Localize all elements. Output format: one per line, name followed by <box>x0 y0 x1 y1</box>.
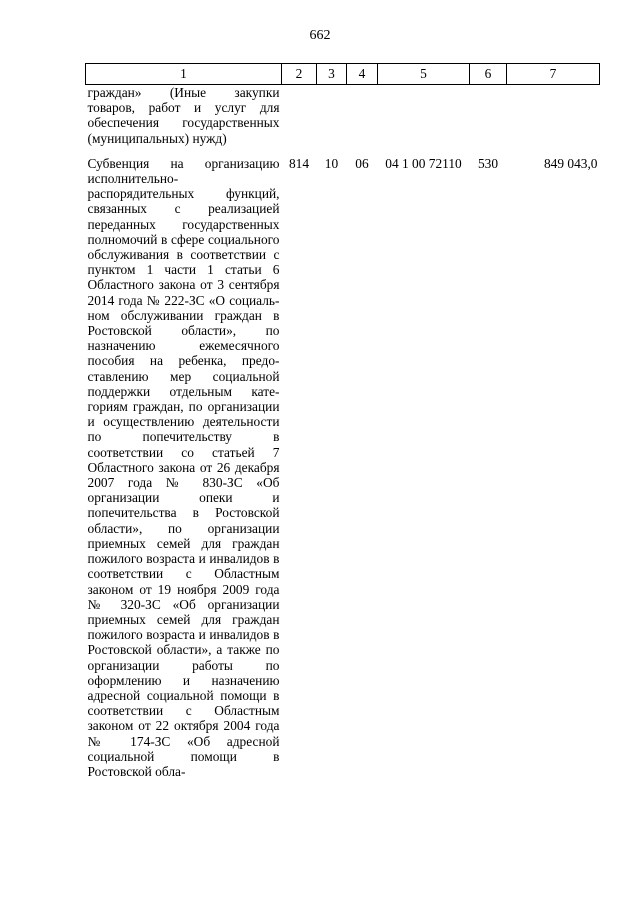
row-description: граждан» (Иные закупки товаров, работ и услуг для обеспечения государственных (муниципальных) нужд) <box>87 85 280 146</box>
budget-table <box>85 63 600 779</box>
row-admin-code: 814 <box>288 155 310 171</box>
table-row <box>86 156 600 779</box>
row-expense-type: 530 <box>477 155 499 171</box>
row-expense-type <box>470 85 507 146</box>
column-header-3: 3 <box>317 64 347 85</box>
row-admin-code <box>282 85 317 146</box>
row-section: 10 <box>324 155 339 171</box>
column-header-2: 2 <box>282 64 317 85</box>
table-header-row <box>86 64 600 85</box>
page-number: 662 <box>309 28 331 43</box>
row-subsection: 06 <box>355 155 369 171</box>
row-amount <box>507 85 600 146</box>
spacer-cell <box>86 146 600 156</box>
table-row <box>86 85 600 146</box>
row-amount: 849 043,0 <box>543 155 598 171</box>
row-target-article: 04 1 00 72110 <box>385 155 462 171</box>
column-header-1: 1 <box>86 64 282 85</box>
row-description: Субвенция на организацию исполнительно-распорядительных функций, связанных с реализацией переданных государственных полномочий в сфере социального обслуживания в соответствии с пунктом 1 части 1 статьи 6 Областного закона от 3 сентября 2014 года № 222-ЗС «О социальном обслуживании граждан в Ростовской области», по назначению ежемесячного пособия на ребенка, предоставлению мер социальной поддержки отдельным категориям граждан, по организации и осуществлению деятельности по попечительству в соответствии со статьей 7 Областного закона от 26 декабря 2007 года № 830-ЗС «Об организации опеки и попечительства в Ростовской области», по организации приемных семей для граждан пожилого возраста и инвалидов в соответствии с Областным законом от 19 ноября 2009 года № 320-ЗС «Об организации приемных семей для граждан пожилого возраста и инвалидов в Ростовской области», а также по организации работы по оформлению и назначению адресной социальной помощи в соответствии с Областным законом от 22 октября 2004 года № 174-ЗС «Об адресной социальной помощи в Ростовской обла- <box>87 155 280 779</box>
row-spacer <box>86 146 600 156</box>
row-section <box>317 85 347 146</box>
row-subsection <box>347 85 378 146</box>
column-header-7: 7 <box>507 64 600 85</box>
column-header-5: 5 <box>378 64 470 85</box>
column-header-6: 6 <box>470 64 507 85</box>
row-target-article <box>378 85 470 146</box>
column-header-4: 4 <box>347 64 378 85</box>
